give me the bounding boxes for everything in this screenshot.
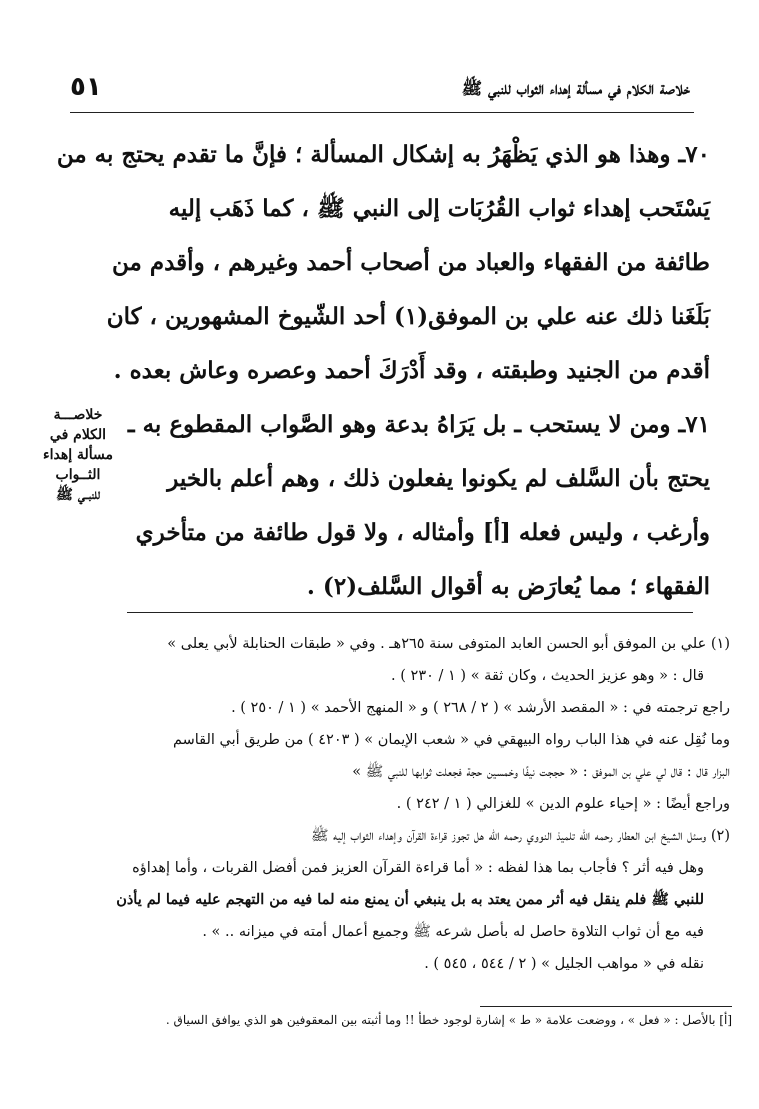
- margin-note-line: مسألة إهداء: [43, 447, 113, 463]
- body-line: ٧٠ـ وهذا هو الذي يَظْهَرُ به إشكال المسألة ؛ فإنَّ ما تقدم يحتج به من: [56, 141, 710, 168]
- page-number: ٥١: [70, 72, 102, 102]
- body-line: يَسْتَحب إهداء ثواب القُرُبَات إلى النبي ﷺ ، كما ذَهَب إليه: [168, 195, 710, 222]
- footnotes: [46, 628, 730, 980]
- footnote-line: البزار قال : قال لي علي بن الموفق : « حججت نيفًا وخمسين حجة فجعلت ثوابها للنبي ﷺ »: [352, 764, 730, 780]
- body-line: يحتج بأن السَّلف لم يكونوا يفعلون ذلك ، وهم أعلم بالخير: [167, 465, 710, 492]
- margin-note-line: الكلام في: [49, 427, 107, 443]
- footnote-line: وراجع أيضًا : « إحياء علوم الدين » للغزالي ( ١ / ٢٤٢ ) .: [396, 796, 730, 812]
- body-line: الفقهاء ؛ مما يُعارَض به أقوال السَّلف(٢) .: [306, 573, 710, 600]
- margin-note: [32, 405, 124, 505]
- margin-note-line: خلاصـــة: [53, 407, 103, 423]
- body-line: وأرغب ، وليس فعله [أ] وأمثاله ، ولا قول طائفة من متأخري: [135, 519, 710, 546]
- footnote-line: وما نُقِل عنه في هذا الباب رواه البيهقي في « شعب الإيمان » ( ٤٢٠٣ ) من طريق أبي القاسم: [172, 732, 730, 748]
- running-header: [70, 72, 690, 112]
- margin-note-line: الثــواب: [55, 467, 101, 483]
- footnote-separator: [127, 612, 693, 613]
- footnote-line: (١) علي بن الموفق أبو الحسن العابد المتوفى سنة ٢٦٥هـ . وفي « طبقات الحنابلة لأبي يعلى »: [167, 636, 730, 652]
- editor-note: [أ] بالأصل : « فعل » ، ووضعت علامة « ط » إشارة لوجود خطأ !! وما أثبته بين المعقوفين هو الذي يوافق السياق .: [165, 1013, 732, 1027]
- footnote-line: وهل فيه أثر ؟ فأجاب بما هذا لفظه : « أما قراءة القرآن العزيز فمن أفضل القربات ، وأما إهداؤه: [132, 860, 704, 876]
- margin-note-line: للنبــي ﷺ: [56, 487, 100, 503]
- footnote-line: قال : « وهو عزيز الحديث ، وكان ثقة » ( ١ / ٢٣٠ ) .: [391, 668, 704, 684]
- footnote-line: فيه مع أن ثواب التلاوة حاصل له بأصل شرعه ﷺ وجميع أعمال أمته في ميزانه .. » .: [202, 924, 704, 940]
- body-line: طائفة من الفقهاء والعباد من أصحاب أحمد وغيرهم ، وأقدم من: [112, 249, 710, 276]
- body-line: أقدم من الجنيد وطبقته ، وقد أَدْرَكَ أحمد وعصره وعاش بعده .: [113, 357, 710, 384]
- body-line: بَلَغَنا ذلك عنه علي بن الموفق(١) أحد الشّيوخ المشهورين ، كان: [106, 303, 710, 330]
- footnote-line: نقله في « مواهب الجليل » ( ٢ / ٥٤٤ ، ٥٤٥ ) .: [424, 956, 704, 972]
- footnote-line: (٢) وسئل الشيخ ابن العطار رحمه الله تلميذ النووي رحمه الله هل تجوز قراءة القرآن وإهداء الثواب إليه ﷺ: [310, 828, 730, 844]
- footnote-line: راجع ترجمته في : « المقصد الأرشد » ( ٢ / ٢٦٨ ) و « المنهج الأحمد » ( ١ / ٢٥٠ ) .: [231, 700, 730, 716]
- editor-note-separator: [480, 1006, 732, 1007]
- footnote-line: للنبي ﷺ فلم ينقل فيه أثر ممن يعتد به بل ينبغي أن يمنع منه لما فيه من التهجم عليه فيما لم يأذن: [116, 891, 704, 908]
- body-line: ٧١ـ ومن لا يستحب ـ بل يَرَاهُ بدعة وهو الصَّواب المقطوع به ـ: [127, 411, 710, 438]
- header-rule: [70, 112, 694, 113]
- running-title: خلاصة الكلام في مسألة إهداء الثواب للنبي ﷺ: [461, 79, 690, 99]
